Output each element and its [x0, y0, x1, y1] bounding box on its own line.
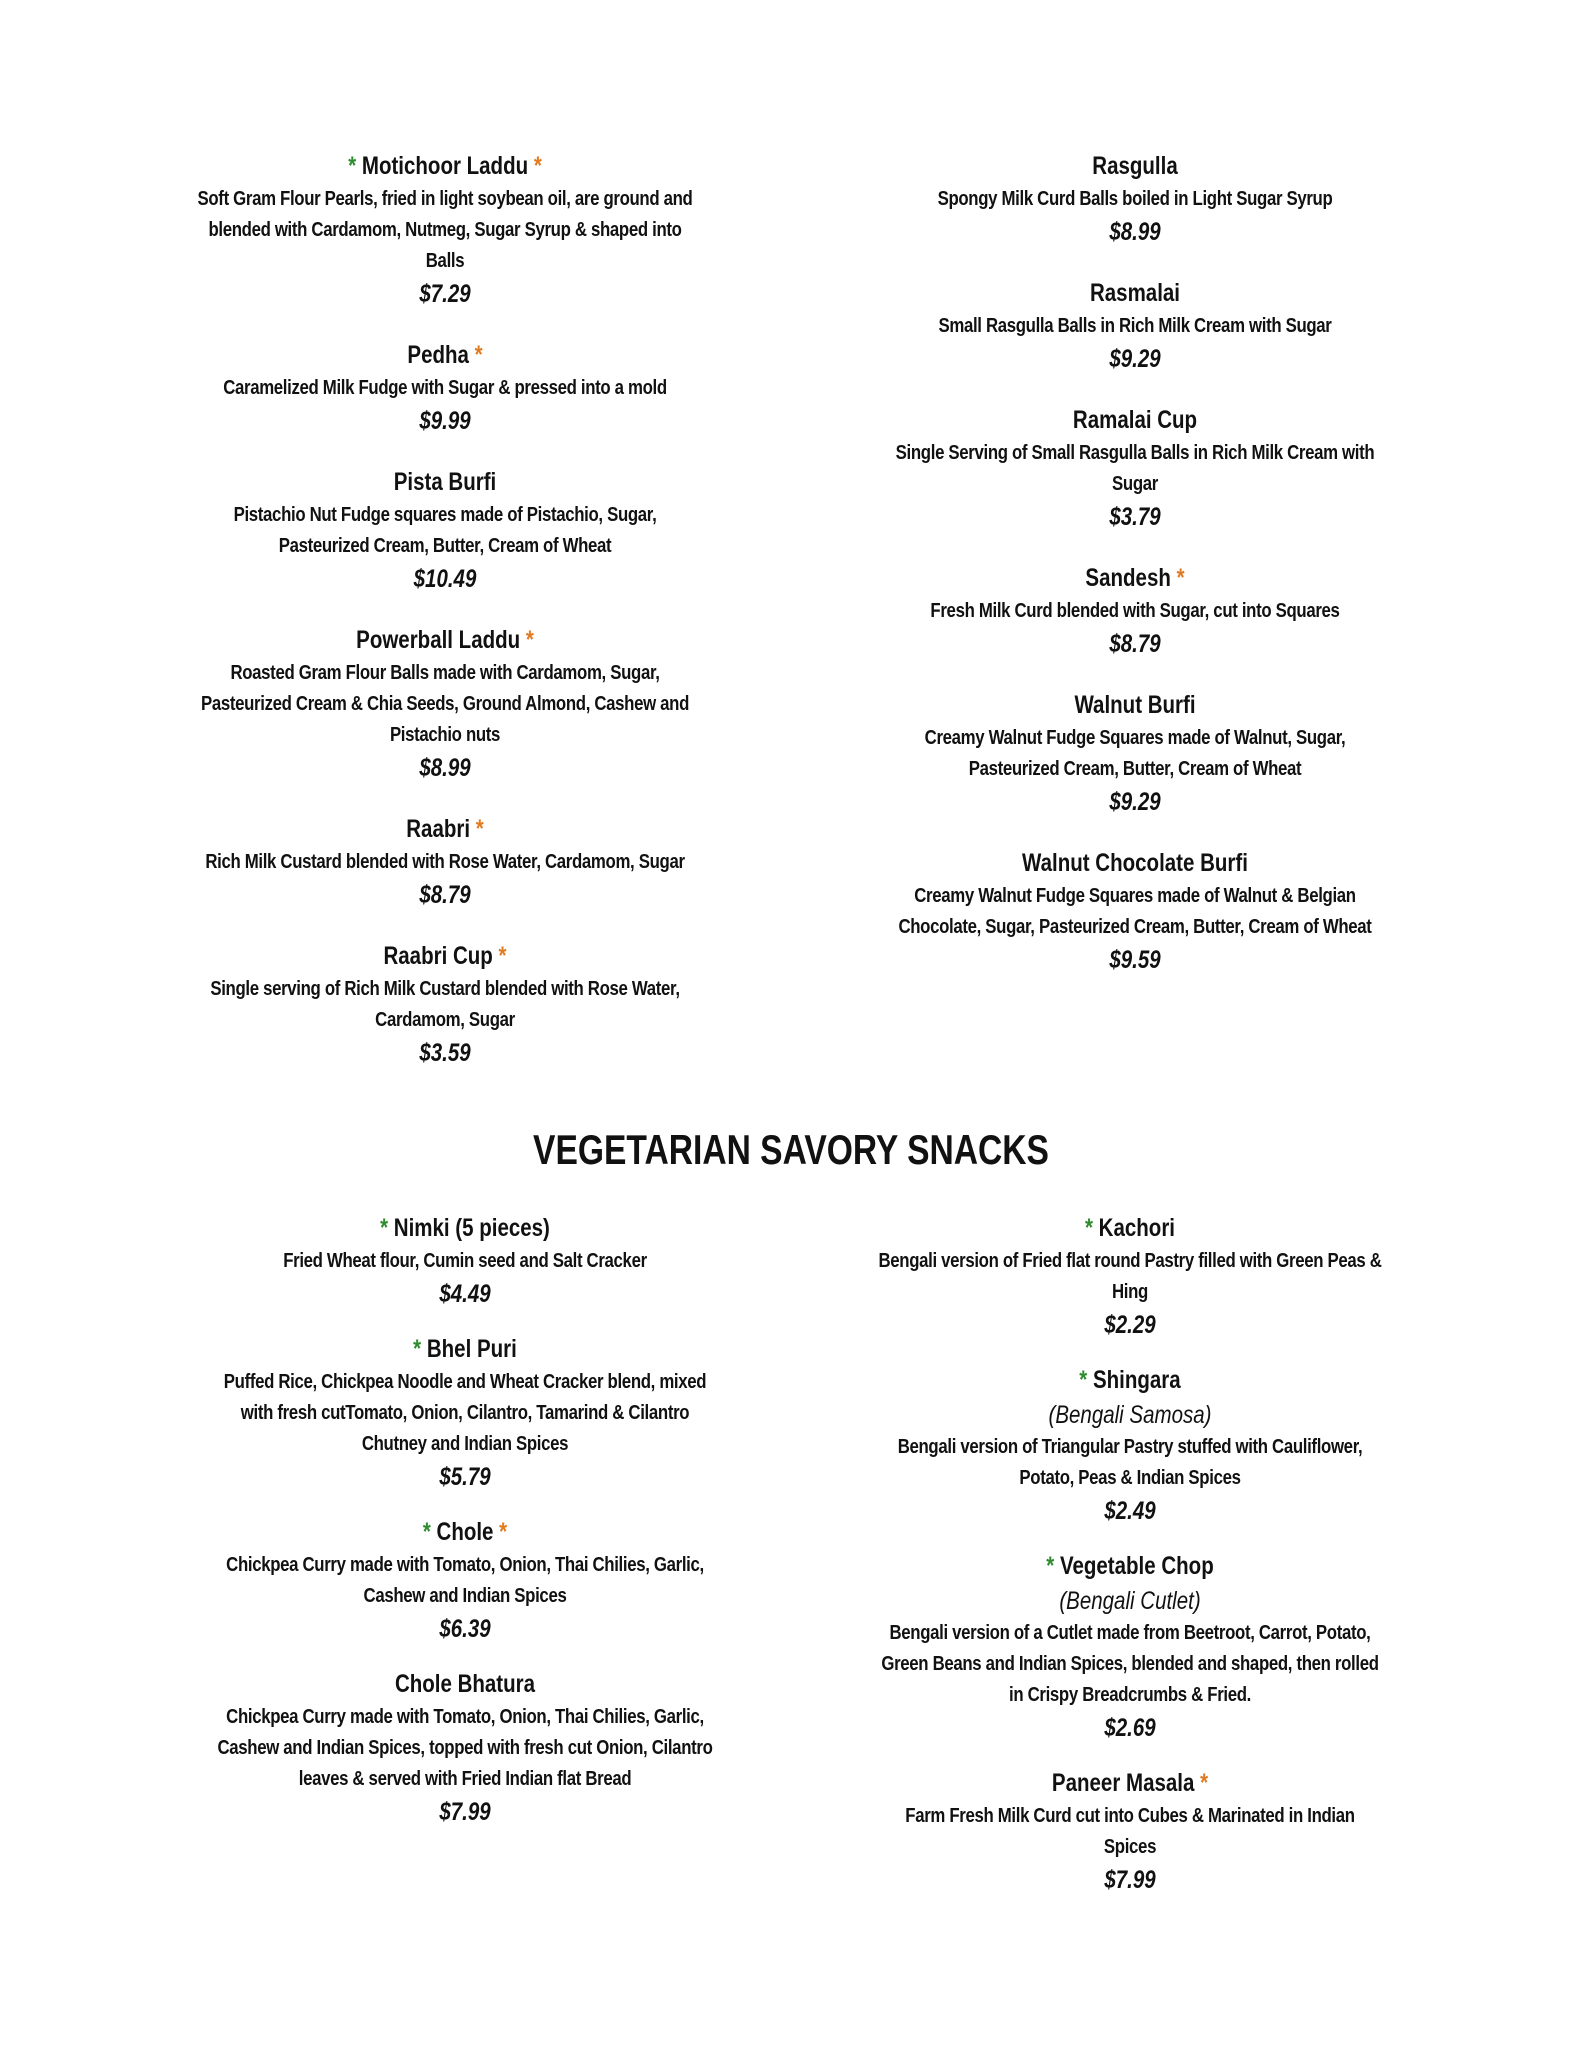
menu-item-price: $8.79: [419, 881, 471, 909]
star-marker-orange: *: [1200, 1769, 1209, 1797]
star-marker-orange: *: [498, 942, 507, 970]
menu-item: [150, 622, 740, 785]
menu-item-description: Chickpea Curry made with Tomato, Onion, Thai Chilies, Garlic, Cashew and Indian Spices: [226, 1554, 704, 1607]
menu-item-price: $9.59: [1109, 946, 1161, 974]
snacks-right-column: [830, 1210, 1430, 1917]
menu-item-title: Raabri Cup: [383, 942, 493, 970]
menu-item: [840, 845, 1430, 977]
menu-item-description: Roasted Gram Flour Balls made with Cardamom, Sugar, Pasteurized Cream & Chia Seeds, Ground Almond, Cashew and Pistachio nuts: [200, 662, 690, 746]
menu-item-name: [203, 464, 687, 500]
menu-item-description: Single Serving of Small Rasgulla Balls in Rich Milk Cream with Sugar: [895, 442, 1375, 495]
menu-item-description: Caramelized Milk Fudge with Sugar & pressed into a mold: [223, 377, 667, 399]
menu-item-name: [884, 1548, 1376, 1584]
star-marker-orange: *: [475, 815, 484, 843]
menu-item-name: [893, 275, 1377, 311]
menu-item-title: Paneer Masala: [1051, 1769, 1195, 1797]
star-marker-green: *: [1084, 1214, 1093, 1242]
menu-item: [150, 464, 740, 596]
star-marker-green: *: [422, 1518, 431, 1546]
menu-item-name: [884, 1765, 1376, 1801]
menu-item-title: Walnut Burfi: [1074, 691, 1196, 719]
menu-item-name: [203, 337, 687, 373]
section-heading: VEGETARIAN SAVORY SNACKS: [533, 1126, 1049, 1173]
menu-item-name: [893, 845, 1377, 881]
menu-item-name: [223, 1210, 707, 1246]
menu-item: [170, 1331, 760, 1494]
menu-item-description: Bengali version of Triangular Pastry stuffed with Cauliflower, Potato, Peas & Indian Spices: [897, 1436, 1363, 1489]
menu-item-subtitle: (Bengali Samosa): [1048, 1401, 1212, 1429]
menu-item-description: Fried Wheat flour, Cumin seed and Salt Cracker: [283, 1250, 647, 1272]
star-marker-green: *: [413, 1335, 422, 1363]
menu-item: [840, 148, 1430, 249]
menu-item: [830, 1765, 1430, 1897]
menu-item: [170, 1666, 760, 1829]
menu-item-description: Soft Gram Flour Pearls, fried in light soybean oil, are ground and blended with Cardamom, Nutmeg, Sugar Syrup & shaped into Balls: [197, 188, 693, 272]
menu-item-title: Vegetable Chop: [1059, 1552, 1214, 1580]
menu-item-name: [223, 1666, 707, 1702]
menu-item-name: [203, 938, 687, 974]
menu-item-description: Puffed Rice, Chickpea Noodle and Wheat Cracker blend, mixed with fresh cutTomato, Onion, Cilantro, Tamarind & Cilantro Chutney and Indian Spices: [223, 1371, 707, 1455]
menu-item: [840, 275, 1430, 376]
menu-item: [150, 938, 740, 1070]
star-marker-orange: *: [499, 1518, 508, 1546]
menu-item-description: Chickpea Curry made with Tomato, Onion, Thai Chilies, Garlic, Cashew and Indian Spices, topped with fresh cut Onion, Cilantro leaves & served with Fried Indian flat Bread: [217, 1706, 713, 1790]
menu-item-name: [893, 687, 1377, 723]
menu-item-title: Sandesh: [1085, 564, 1171, 592]
menu-item-description: Rich Milk Custard blended with Rose Water, Cardamom, Sugar: [205, 851, 685, 873]
menu-item-price: $10.49: [413, 565, 477, 593]
menu-item: [150, 148, 740, 311]
menu-item-title: Rasgulla: [1092, 152, 1178, 180]
star-marker-orange: *: [474, 341, 483, 369]
menu-item: [830, 1362, 1430, 1528]
menu-item-price: $2.29: [1104, 1311, 1156, 1339]
menu-item-price: $6.39: [439, 1615, 491, 1643]
menu-item: [170, 1514, 760, 1646]
menu-item-name: [893, 560, 1377, 596]
menu-item-name: [893, 148, 1377, 184]
menu-item-price: $2.69: [1104, 1714, 1156, 1742]
menu-item-price: $8.99: [419, 754, 471, 782]
menu-item-name: [223, 1514, 707, 1550]
menu-item-subtitle: (Bengali Cutlet): [1059, 1587, 1201, 1615]
menu-item-title: Bhel Puri: [426, 1335, 517, 1363]
menu-item-price: $5.79: [439, 1463, 491, 1491]
star-marker-orange: *: [525, 626, 534, 654]
menu-item-name: [203, 148, 687, 184]
menu-item: [150, 337, 740, 438]
menu-item-description: Spongy Milk Curd Balls boiled in Light Sugar Syrup: [937, 188, 1333, 210]
menu-item-price: $3.79: [1109, 503, 1161, 531]
menu-item-price: $4.49: [439, 1280, 491, 1308]
menu-item-name: [223, 1331, 707, 1367]
star-marker-green: *: [348, 152, 357, 180]
star-marker-green: *: [380, 1214, 389, 1242]
menu-item-description: Bengali version of a Cutlet made from Beetroot, Carrot, Potato, Green Beans and Indian Spices, blended and shaped, then rolled in Crispy Breadcrumbs & Fried.: [881, 1622, 1379, 1706]
menu-item-price: $9.29: [1109, 345, 1161, 373]
menu-item-title: Powerball Laddu: [356, 626, 521, 654]
menu-item-name: [884, 1362, 1376, 1398]
star-marker-green: *: [1079, 1366, 1088, 1394]
menu-item-title: Nimki (5 pieces): [393, 1214, 550, 1242]
menu-item-name: [893, 402, 1377, 438]
star-marker-orange: *: [1176, 564, 1185, 592]
menu-item-price: $8.79: [1109, 630, 1161, 658]
menu-item-price: $2.49: [1104, 1497, 1156, 1525]
menu-item-description: Single serving of Rich Milk Custard blended with Rose Water, Cardamom, Sugar: [210, 978, 680, 1031]
menu-item-description: Farm Fresh Milk Curd cut into Cubes & Marinated in Indian Spices: [905, 1805, 1355, 1858]
menu-item-title: Chole Bhatura: [394, 1670, 536, 1698]
menu-item: [840, 402, 1430, 534]
menu-item-price: $7.99: [1104, 1866, 1156, 1894]
menu-item-price: $7.29: [419, 280, 471, 308]
menu-item-title: Rasmalai: [1089, 279, 1181, 307]
menu-item: [170, 1210, 760, 1311]
star-marker-green: *: [1046, 1552, 1055, 1580]
menu-item-title: Walnut Chocolate Burfi: [1022, 849, 1248, 877]
menu-item-title: Ramalai Cup: [1072, 406, 1198, 434]
menu-item-title: Chole: [436, 1518, 494, 1546]
star-marker-orange: *: [533, 152, 542, 180]
snacks-left-column: [170, 1210, 760, 1849]
menu-item-description: Small Rasgulla Balls in Rich Milk Cream with Sugar: [938, 315, 1332, 337]
menu-item: [830, 1210, 1430, 1342]
menu-item-title: Pedha: [407, 341, 469, 369]
menu-item-description: Creamy Walnut Fudge Squares made of Walnut, Sugar, Pasteurized Cream, Butter, Cream of Wheat: [924, 727, 1346, 780]
menu-item: [840, 560, 1430, 661]
menu-item: [150, 811, 740, 912]
menu-item: [830, 1548, 1430, 1745]
menu-item-title: Pista Burfi: [393, 468, 497, 496]
menu-item-description: Creamy Walnut Fudge Squares made of Walnut & Belgian Chocolate, Sugar, Pasteurized Cream, Butter, Cream of Wheat: [898, 885, 1372, 938]
menu-item: [840, 687, 1430, 819]
menu-item-name: [884, 1210, 1376, 1246]
menu-item-price: $3.59: [419, 1039, 471, 1067]
menu-item-title: Motichoor Laddu: [361, 152, 529, 180]
menu-item-price: $9.29: [1109, 788, 1161, 816]
menu-item-title: Kachori: [1098, 1214, 1176, 1242]
menu-item-title: Shingara: [1092, 1366, 1181, 1394]
menu-item-title: Raabri: [406, 815, 471, 843]
menu-item-name: [203, 811, 687, 847]
menu-item-name: [203, 622, 687, 658]
menu-item-price: $7.99: [439, 1798, 491, 1826]
sweets-left-column: [150, 148, 740, 1096]
menu-item-description: Bengali version of Fried flat round Pastry filled with Green Peas & Hing: [878, 1250, 1382, 1303]
menu-item-price: $8.99: [1109, 218, 1161, 246]
sweets-right-column: [840, 148, 1430, 1003]
menu-item-description: Fresh Milk Curd blended with Sugar, cut into Squares: [930, 600, 1340, 622]
menu-item-price: $9.99: [419, 407, 471, 435]
menu-item-description: Pistachio Nut Fudge squares made of Pistachio, Sugar, Pasteurized Cream, Butter, Cream of Wheat: [233, 504, 657, 557]
